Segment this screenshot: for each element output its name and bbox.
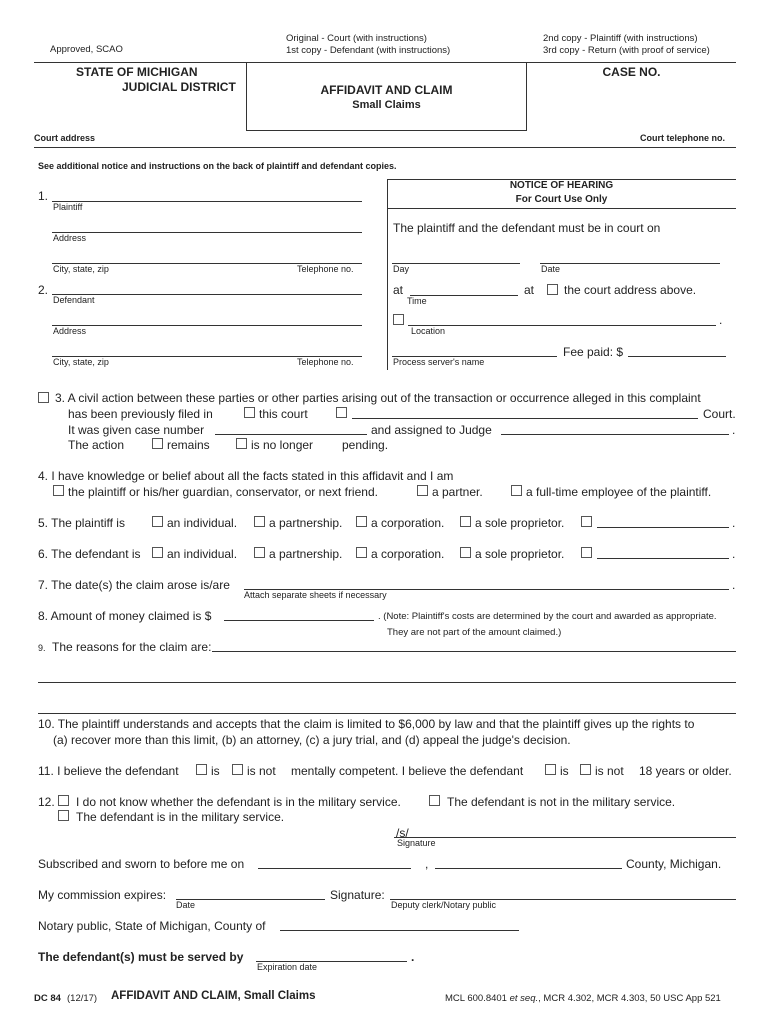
defendant-address-label: Address xyxy=(53,326,87,336)
served-by-label: The defendant(s) must be served by xyxy=(38,950,244,964)
form-revision: (12/17) xyxy=(67,993,98,1004)
fee-paid-field[interactable] xyxy=(628,356,726,357)
plaintiff-individual-checkbox[interactable] xyxy=(152,516,163,527)
location-checkbox[interactable] xyxy=(393,314,404,325)
defendant-city-label: City, state, zip xyxy=(53,357,109,367)
plaintiff-name-field[interactable] xyxy=(52,201,362,202)
competent-is-not-label: is not xyxy=(247,764,276,778)
age-is-checkbox[interactable] xyxy=(545,764,556,775)
action-no-longer-label: is no longer xyxy=(251,438,314,452)
reasons-field-line-3[interactable] xyxy=(38,713,736,714)
amount-claimed-field[interactable] xyxy=(224,620,374,621)
distribution-second-copy: 2nd copy - Plaintiff (with instructions) xyxy=(543,33,698,44)
fee-paid-label: Fee paid: $ xyxy=(563,345,624,359)
action-remains-checkbox[interactable] xyxy=(152,438,163,449)
plaintiff-sole-label: a sole proprietor. xyxy=(475,516,565,530)
action-no-longer-checkbox[interactable] xyxy=(236,438,247,449)
plaintiff-corporation-checkbox[interactable] xyxy=(356,516,367,527)
header-top-rule xyxy=(34,62,736,63)
defendant-name-field[interactable] xyxy=(52,294,362,295)
plaintiff-address-label: Address xyxy=(53,233,87,243)
case-number-text: It was given case number xyxy=(68,423,205,437)
military-not-label: The defendant is not in the military service. xyxy=(447,795,676,809)
plaintiff-city-label: City, state, zip xyxy=(53,264,109,274)
military-is-label: The defendant is in the military service. xyxy=(76,810,285,824)
distribution-first-copy: 1st copy - Defendant (with instructions) xyxy=(286,45,451,56)
hearing-location-label: Location xyxy=(411,326,446,336)
citation-prefix: MCL 600.8401 xyxy=(445,993,510,1004)
commission-date-field[interactable] xyxy=(176,899,325,900)
item-3-text: 3. A civil action between these parties or other parties arising out of the transaction or occurrence alleged in this complaint xyxy=(55,391,701,405)
hearing-day-label: Day xyxy=(393,264,410,274)
hearing-location-field[interactable] xyxy=(408,325,716,326)
hearing-time-label: Time xyxy=(407,296,427,306)
item-3-previously-filed: has been previously filed in xyxy=(68,407,213,421)
notary-signature-label: Signature: xyxy=(330,888,385,902)
subscribed-county-field[interactable] xyxy=(435,868,622,869)
item-11-label: 11. I believe the defendant xyxy=(38,764,179,778)
plaintiff-individual-label: an individual. xyxy=(167,516,238,530)
notice-of-hearing-title: NOTICE OF HEARING xyxy=(509,180,614,191)
amount-note-line-1: . (Note: Plaintiff's costs are determined by the court and awarded as appropriate. xyxy=(378,611,717,622)
item-11-end-text: 18 years or older. xyxy=(639,764,732,778)
commission-expires-label: My commission expires: xyxy=(38,888,167,902)
county-michigan-label: County, Michigan. xyxy=(626,857,722,871)
citation-suffix: , MCR 4.302, MCR 4.303, 50 USC App 521 xyxy=(538,993,721,1004)
expiration-date-label: Expiration date xyxy=(257,962,318,972)
defendant-partnership-checkbox[interactable] xyxy=(254,547,265,558)
guardian-checkbox[interactable] xyxy=(53,485,64,496)
competent-is-label: is xyxy=(211,764,220,778)
approved-label: Approved, SCAO xyxy=(50,44,123,55)
notice-heading-rule xyxy=(387,208,736,209)
defendant-other-checkbox[interactable] xyxy=(581,547,592,558)
defendant-sole-label: a sole proprietor. xyxy=(475,547,565,561)
defendant-other-field[interactable] xyxy=(597,558,729,559)
deputy-clerk-label: Deputy clerk/Notary public xyxy=(391,900,497,910)
item-2-number: 2. xyxy=(38,283,49,297)
distribution-original: Original - Court (with instructions) xyxy=(286,33,427,44)
citation-et-seq: et seq. xyxy=(509,993,539,1004)
defendant-address-field[interactable] xyxy=(52,325,362,326)
signature-mark: /s/ xyxy=(396,826,409,840)
plaintiff-other-checkbox[interactable] xyxy=(581,516,592,527)
header-bottom-rule xyxy=(246,130,527,131)
item-9-number: 9. xyxy=(38,643,46,653)
hearing-date-label: Date xyxy=(541,264,561,274)
item-6-period: . xyxy=(732,547,736,561)
judge-name-field[interactable] xyxy=(501,434,729,435)
item-10-line-1: 10. The plaintiff understands and accepts that the claim is limited to $6,000 by law and that the plaintiff gives up the rights to xyxy=(38,717,695,731)
distribution-third-copy: 3rd copy - Return (with proof of service) xyxy=(543,45,710,56)
military-unknown-label: I do not know whether the defendant is in the military service. xyxy=(76,795,401,809)
military-is-checkbox[interactable] xyxy=(58,810,69,821)
employee-label: a full-time employee of the plaintiff. xyxy=(526,485,712,499)
age-is-not-label: is not xyxy=(595,764,624,778)
hearing-day-field[interactable] xyxy=(392,263,520,264)
item-4-text: 4. I have knowledge or belief about all the facts stated in this affidavit and I am xyxy=(38,469,454,483)
prior-case-number-field[interactable] xyxy=(215,434,367,435)
subscribed-date-field[interactable] xyxy=(258,868,411,869)
claim-date-note: Attach separate sheets if necessary xyxy=(244,590,387,600)
reasons-field-line-1[interactable] xyxy=(212,651,736,652)
partner-checkbox[interactable] xyxy=(417,485,428,496)
item-9-label: The reasons for the claim are: xyxy=(52,640,212,654)
form-subtitle: Small Claims xyxy=(352,99,421,111)
other-court-checkbox[interactable] xyxy=(336,407,347,418)
court-address-above-label: the court address above. xyxy=(564,283,697,297)
form-code: DC 84 xyxy=(34,993,61,1004)
defendant-sole-checkbox[interactable] xyxy=(460,547,471,558)
plaintiff-label: Plaintiff xyxy=(53,202,83,212)
court-address-above-checkbox[interactable] xyxy=(547,284,558,295)
notary-county-field[interactable] xyxy=(280,930,519,931)
item-1-number: 1. xyxy=(38,189,49,203)
form-title: AFFIDAVIT AND CLAIM xyxy=(320,83,453,97)
subscribed-text: Subscribed and sworn to before me on xyxy=(38,857,245,871)
plaintiff-partnership-label: a partnership. xyxy=(269,516,343,530)
competent-is-not-checkbox[interactable] xyxy=(232,764,243,775)
partner-label: a partner. xyxy=(432,485,483,499)
age-is-not-checkbox[interactable] xyxy=(580,764,591,775)
military-not-checkbox[interactable] xyxy=(429,795,440,806)
judge-period: . xyxy=(732,423,736,437)
process-server-label: Process server's name xyxy=(393,357,485,367)
plaintiff-telephone-label: Telephone no. xyxy=(297,264,354,274)
case-number-label: CASE NO. xyxy=(602,65,661,79)
item-12-number: 12. xyxy=(38,795,55,809)
this-court-label: this court xyxy=(259,407,308,421)
defendant-individual-label: an individual. xyxy=(167,547,238,561)
defendant-individual-checkbox[interactable] xyxy=(152,547,163,558)
footer-title: AFFIDAVIT AND CLAIM, Small Claims xyxy=(111,990,316,1002)
judicial-district-label: JUDICIAL DISTRICT xyxy=(122,80,236,94)
hearing-at-label: at xyxy=(393,283,404,297)
assigned-judge-text: and assigned to Judge xyxy=(371,423,492,437)
defendant-partnership-label: a partnership. xyxy=(269,547,343,561)
signature-field[interactable] xyxy=(394,837,736,838)
reasons-field-line-2[interactable] xyxy=(38,682,736,683)
location-period: . xyxy=(719,313,723,327)
military-unknown-checkbox[interactable] xyxy=(58,795,69,806)
served-by-period: . xyxy=(411,950,415,964)
item-6-label: 6. The defendant is xyxy=(38,547,141,561)
action-remains-label: remains xyxy=(167,438,210,452)
defendant-label: Defendant xyxy=(53,295,95,305)
subscribed-comma: , xyxy=(425,857,429,871)
action-text: The action xyxy=(68,438,125,452)
item-5-period: . xyxy=(732,516,736,530)
plaintiff-sole-checkbox[interactable] xyxy=(460,516,471,527)
instructions-notice: See additional notice and instructions on the back of plaintiff and defendant copies. xyxy=(38,161,397,171)
guardian-label: the plaintiff or his/her guardian, conservator, or next friend. xyxy=(68,485,378,499)
hearing-date-field[interactable] xyxy=(540,263,720,264)
item-7-period: . xyxy=(732,578,736,592)
item-3-checkbox[interactable] xyxy=(38,392,49,403)
plaintiff-corporation-label: a corporation. xyxy=(371,516,445,530)
defendant-telephone-label: Telephone no. xyxy=(297,357,354,367)
this-court-checkbox[interactable] xyxy=(244,407,255,418)
item-5-label: 5. The plaintiff is xyxy=(38,516,125,530)
court-label: Court. xyxy=(703,407,736,421)
defendant-corporation-checkbox[interactable] xyxy=(356,547,367,558)
commission-date-label: Date xyxy=(176,900,196,910)
action-pending-label: pending. xyxy=(342,438,389,452)
plaintiff-address-field[interactable] xyxy=(52,232,362,233)
court-address-rule xyxy=(34,147,736,148)
court-use-only-label: For Court Use Only xyxy=(515,194,608,205)
other-court-field[interactable] xyxy=(352,418,698,419)
hearing-at-label-2: at xyxy=(524,283,535,297)
court-address-label: Court address xyxy=(34,133,96,143)
item-8-label: 8. Amount of money claimed is $ xyxy=(38,609,212,623)
state-title: STATE OF MICHIGAN xyxy=(76,65,198,79)
footer-citation xyxy=(445,993,721,1004)
item-11-middle-text: mentally competent. I believe the defendant xyxy=(291,764,524,778)
plaintiff-other-field[interactable] xyxy=(597,527,729,528)
employee-checkbox[interactable] xyxy=(511,485,522,496)
amount-note-line-2: They are not part of the amount claimed.) xyxy=(387,627,562,638)
defendant-corporation-label: a corporation. xyxy=(371,547,445,561)
item-7-label: 7. The date(s) the claim arose is/are xyxy=(38,578,230,592)
age-is-label: is xyxy=(560,764,569,778)
competent-is-checkbox[interactable] xyxy=(196,764,207,775)
hearing-statement: The plaintiff and the defendant must be in court on xyxy=(393,221,661,235)
court-telephone-label: Court telephone no. xyxy=(640,133,725,143)
plaintiff-partnership-checkbox[interactable] xyxy=(254,516,265,527)
signature-label: Signature xyxy=(397,838,436,848)
notary-public-label: Notary public, State of Michigan, County of xyxy=(38,919,266,933)
item-10-line-2: (a) recover more than this limit, (b) an attorney, (c) a jury trial, and (d) appeal the judge's decision. xyxy=(53,733,571,747)
